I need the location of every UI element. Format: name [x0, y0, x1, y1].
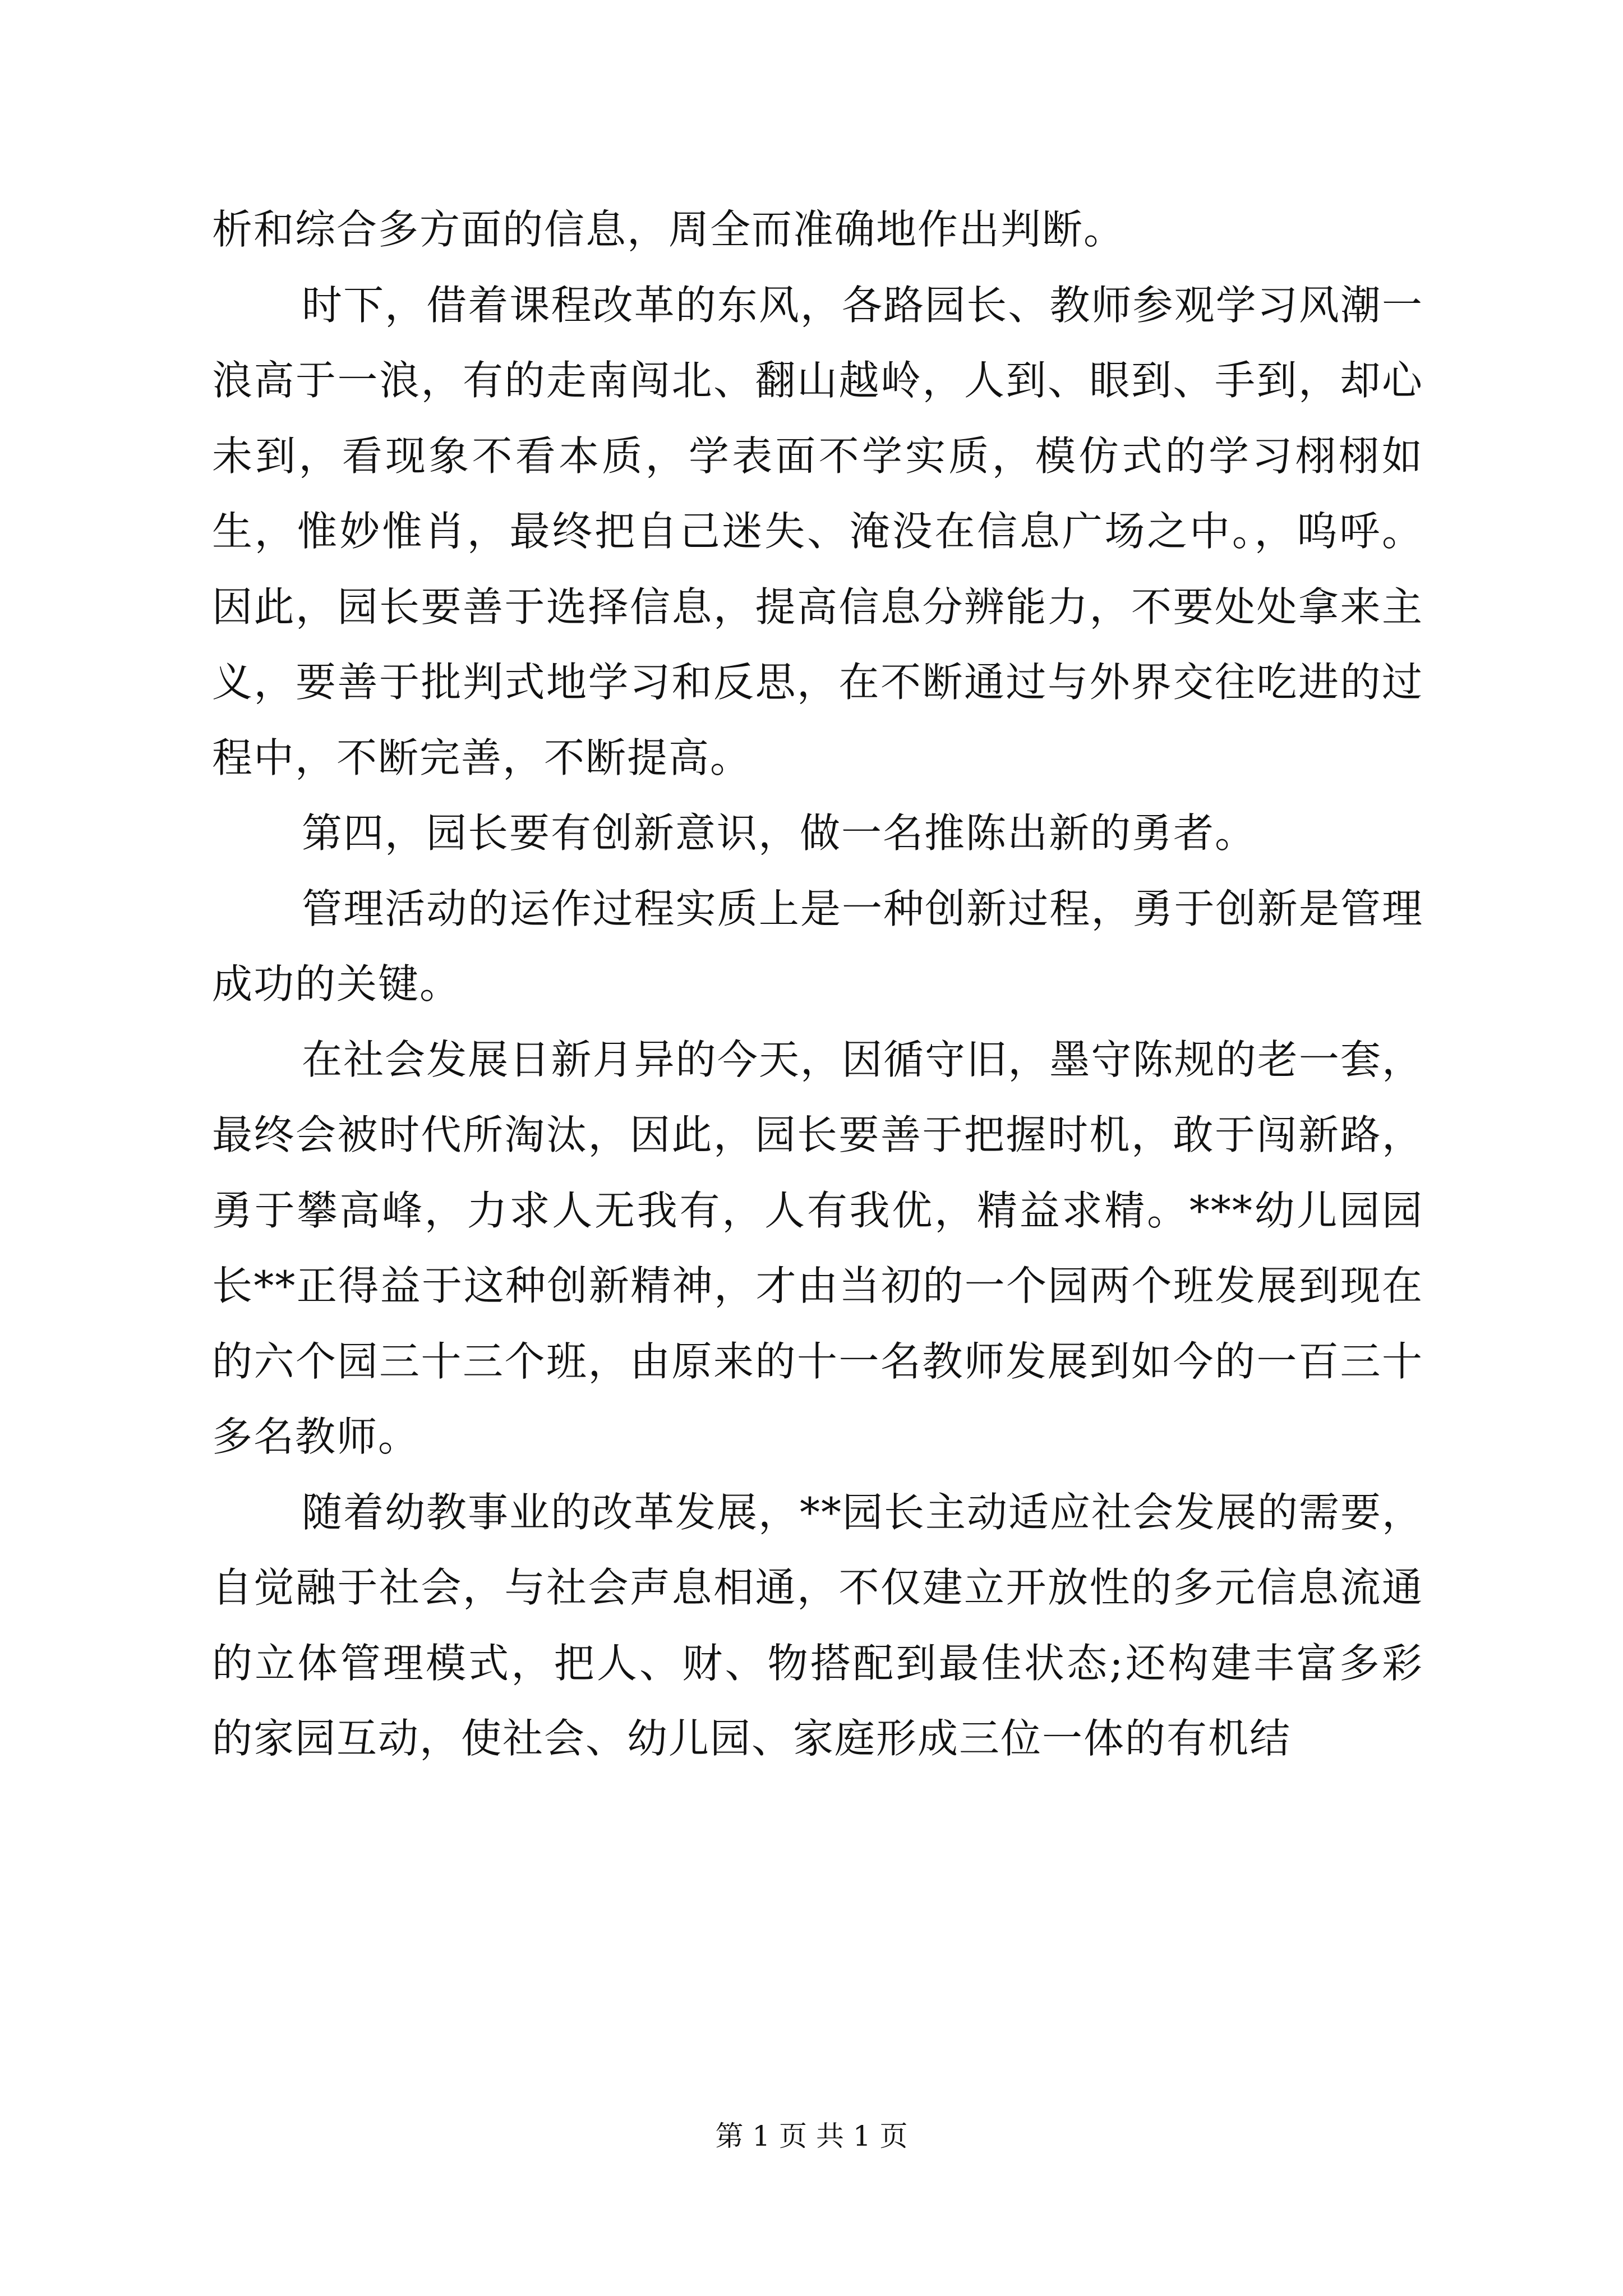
paragraph-course-reform: 时下，借着课程改革的东风，各路园长、教师参观学习风潮一浪高于一浪，有的走南闯北、翻山越岭，人到、眼到、手到，却心未到，看现象不看本质，学表面不学实质，模仿式的学习栩栩如生，惟妙惟肖，最终把自己迷失、淹没在信息广场之中。，呜呼。因此，园长要善于选择信息，提高信息分辨能力，不要处处拿来主义，要善于批判式地学习和反思，在不断通过与外界交往吃进的过程中，不断完善，不断提高。 — [212, 281, 1423, 781]
paragraph-management-innovation: 管理活动的运作过程实质上是一种创新过程，勇于创新是管理成功的关键。 — [212, 885, 1423, 1007]
document-body — [212, 192, 1423, 1777]
paragraph-reform-development: 随着幼教事业的改革发展，**园长主动适应社会发展的需要，自觉融于社会，与社会声息相通，不仅建立开放性的多元信息流通的立体管理模式，把人、财、物搭配到最佳状态;还构建丰富多彩的家园互动，使社会、幼儿园、家庭形成三位一体的有机结 — [212, 1488, 1424, 1762]
paragraph-continuation: 析和综合多方面的信息，周全而准确地作出判断。 — [212, 206, 1126, 253]
paragraph-heading-innovation: 第四，园长要有创新意识，做一名推陈出新的勇者。 — [302, 809, 1257, 857]
page-footer: 第 1 页 共 1 页 — [715, 2120, 908, 2152]
paragraph-social-development: 在社会发展日新月异的今天，因循守旧，墨守陈规的老一套，最终会被时代所淘汰，因此，园长要善于把握时机，敢于闯新路，勇于攀高峰，力求人无我有，人有我优，精益求精。***幼儿园园长**正得益于这种创新精神，才由当初的一个园两个班发展到现在的六个园三十三个班，由原来的十一名教师发展到如今的一百三十多名教师。 — [212, 1036, 1423, 1460]
